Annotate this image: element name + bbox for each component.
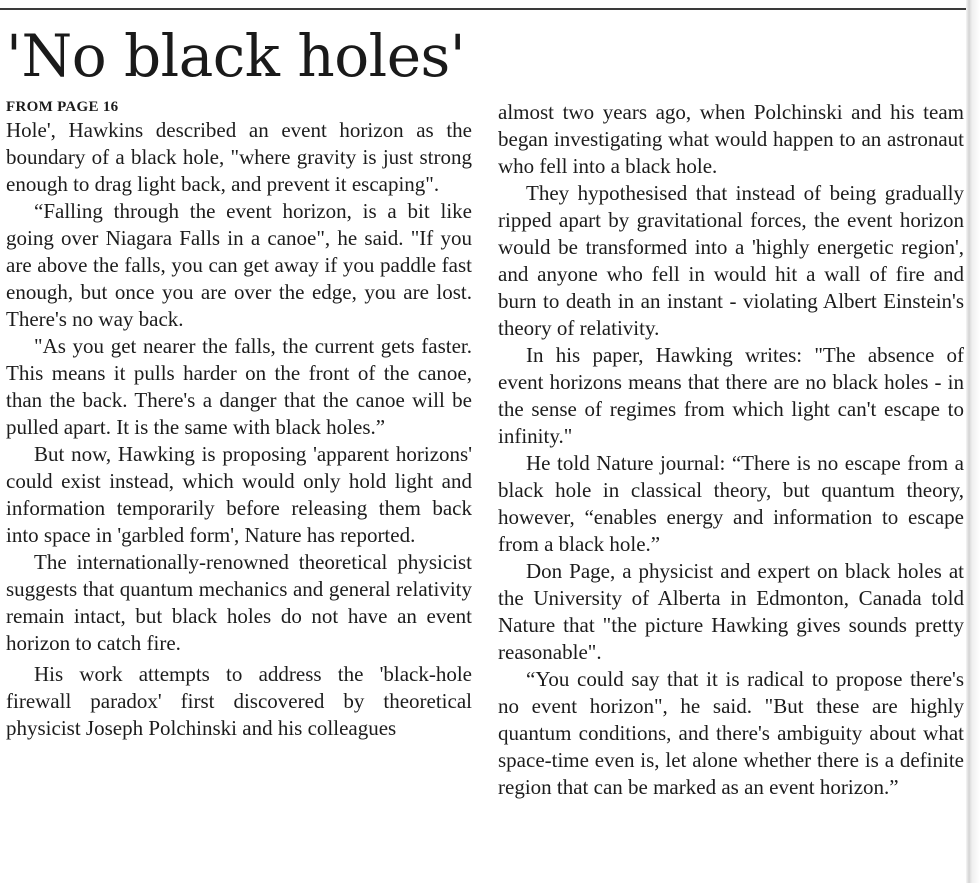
paragraph: “You could say that it is radical to propose there's no event horizon", he said. "But these are highly quantum conditions, and there's ambiguity about what space-time even is, let alone whether there is a definite region that can be marked as an event horizon.” — [498, 667, 964, 799]
paragraph: “Falling through the event horizon, is a bit like going over Niagara Falls in a canoe", he said. "If you are above the falls, you can get away if you paddle fast enough, but once you are over the edge, you are lost. There's no way back. — [6, 199, 472, 331]
page-edge-shadow — [966, 0, 980, 883]
paragraph: The internationally-renowned theoretical physicist suggests that quantum mechanics and general relativity remain intact, but black holes do not have an event horizon to catch fire. — [6, 550, 472, 655]
left-column — [6, 99, 472, 742]
paragraph: "As you get nearer the falls, the current gets faster. This means it pulls harder on the front of the canoe, than the back. There's a danger that the canoe will be pulled apart. It is the same with black holes.” — [6, 334, 472, 439]
paragraph: His work attempts to address the 'black-hole firewall paradox' first discovered by theoretical physicist Joseph Polchinski and his colleagues — [6, 662, 472, 740]
paragraph: Don Page, a physicist and expert on black holes at the University of Alberta in Edmonton, Canada told Nature that "the picture Hawking gives sounds pretty reasonable". — [498, 559, 964, 664]
paragraph: Hole', Hawkins described an event horizon as the boundary of a black hole, "where gravity is just strong enough to drag light back, and prevent it escaping". — [6, 118, 472, 196]
paragraph: He told Nature journal: “There is no escape from a black hole in classical theory, but quantum theory, however, “enables energy and information to escape from a black hole.” — [498, 451, 964, 556]
paragraph: But now, Hawking is proposing 'apparent horizons' could exist instead, which would only hold light and information temporarily before releasing them back into space in 'garbled form', Nature has reported. — [6, 442, 472, 547]
headline: 'No black holes' — [6, 22, 466, 90]
top-rule — [0, 8, 966, 10]
continued-from-label: FROM PAGE 16 — [6, 99, 119, 115]
right-column — [498, 99, 964, 801]
paragraph: In his paper, Hawking writes: "The absence of event horizons means that there are no black holes - in the sense of regimes from which light can't escape to infinity." — [498, 343, 964, 448]
paragraph: almost two years ago, when Polchinski and his team began investigating what would happen to an astronaut who fell into a black hole. — [498, 100, 964, 178]
paragraph: They hypothesised that instead of being gradually ripped apart by gravitational forces, the event horizon would be transformed into a 'highly energetic region', and anyone who fell in would hit a wall of fire and burn to death in an instant - violating Albert Einstein's theory of relativity. — [498, 181, 964, 340]
